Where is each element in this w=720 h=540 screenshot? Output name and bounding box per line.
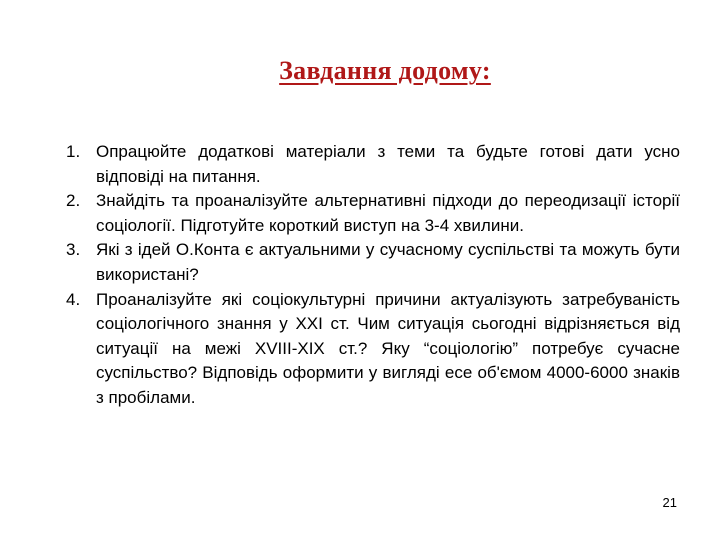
task-list [62, 140, 680, 411]
task-text: Які з ідей О.Конта є актуальними у сучасному суспільстві та можуть бути використані? [96, 240, 680, 284]
task-number: 4. [66, 289, 81, 309]
task-number: 2. [66, 191, 81, 211]
task-item-1 [62, 140, 680, 189]
slide-title: Завдання додому: [279, 56, 491, 85]
task-item-4 [62, 288, 680, 411]
task-number: 1. [66, 142, 81, 161]
task-text: Знайдіть та проаналізуйте альтернативні підходи до переодизації історії соціології. Підготуйте короткий виступ на 3-4 хвилини. [96, 191, 680, 235]
task-item-2 [62, 189, 680, 238]
task-number: 3. [66, 240, 81, 260]
task-text: Опрацюйте додаткові матеріали з теми та будьте готові дати усно відповіді на питання. [96, 142, 680, 186]
task-item-3 [62, 238, 680, 287]
page-number: 21 [662, 495, 677, 510]
task-text: Проаналізуйте які соціокультурні причини актуалізують затребуваність соціологічного знання у ХХІ ст. Чим ситуація сьогодні відрізняється від ситуації на межі XVIII-XIX ст.? Яку “соціологію” потребує сучасне суспільство? Відповідь оформити у вигляді есе об'ємом 4000-6000 знаків з пробілами. [96, 289, 680, 407]
